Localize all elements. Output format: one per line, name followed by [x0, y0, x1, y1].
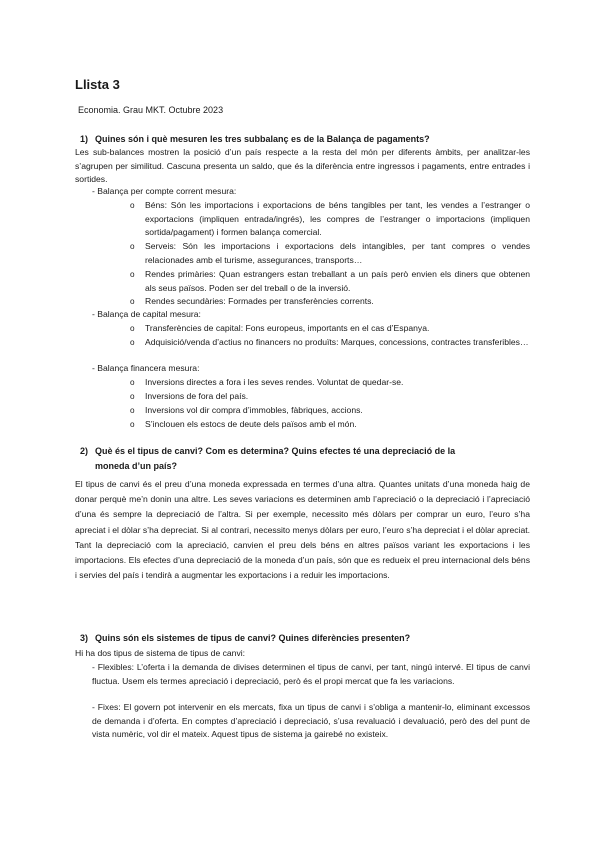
group-3-heading: - Balança financera mesura:: [92, 363, 200, 373]
group-1-item-4: Rendes secundàries: Formades per transferències corrents.: [145, 296, 374, 306]
question-3-text: Quins són els sistemes de tipus de canvi? Quines diferències presenten?: [95, 633, 411, 643]
bullet-icon: o: [130, 324, 135, 333]
bullet-icon: o: [130, 242, 135, 251]
group-1-item-1: Béns: Són les importacions i exportacions de béns tangibles per tant, les vendes a l’estranger o exportacions (impliquen entrada/ingrés), les compres de l’estranger o importacions (impliquen sortida/pagament) i formen balança comercial.: [145, 200, 530, 238]
question-3-item-1: - Flexibles: L’oferta i la demanda de divises determinen el tipus de canvi, per tant, ningú intervé. El tipus de canvi fluctua. Usem els termes apreciació i depreciació, però és el propi mercat que fa les variacions.: [92, 662, 530, 686]
bullet-icon: o: [130, 201, 135, 210]
question-1-text: Quines són i què mesuren les tres subbalanç es de la Balança de pagaments?: [95, 134, 430, 144]
page-subtitle: Economia. Grau MKT. Octubre 2023: [78, 105, 224, 115]
group-3-item-2: Inversions de fora del país.: [145, 391, 249, 401]
bullet-icon: o: [130, 338, 135, 347]
question-3-number: 3): [80, 633, 89, 643]
bullet-icon: o: [130, 392, 135, 401]
bullet-icon: o: [130, 270, 135, 279]
question-3-item-2: - Fixes: El govern pot intervenir en els mercats, fixa un tipus de canvi i s’obliga a mantenir-lo, eliminant excessos de demanda i d’oferta. En comptes d’apreciació i depreciació, s’usa revaluació i devaluació, però des del punt de vista numèric, vol dir el mateix. Aquest tipus de sistema ja gairebé no existeix.: [92, 702, 530, 740]
bullet-icon: o: [130, 297, 135, 306]
bullet-icon: o: [130, 378, 135, 387]
question-2-text-line2: moneda d’un país?: [95, 461, 178, 471]
question-2-text-line1: Què és el tipus de canvi? Com es determina? Quins efectes té una depreciació de la: [95, 446, 456, 456]
group-3-item-4: S’inclouen els estocs de deute dels països amb el món.: [145, 419, 357, 429]
group-2-item-2: Adquisició/venda d’actius no financers no produïts: Marques, concessions, contractes transferibles…: [145, 337, 529, 347]
group-1-item-3: Rendes primàries: Quan estrangers estan treballant a un país però envien els diners que obtenen als seus països. Poden ser del treball o de la inversió.: [145, 269, 530, 293]
group-1-item-2: Serveis: Són les importacions i exportacions dels intangibles, per tant compres o vendes relacionades amb el turisme, assegurances, transports…: [145, 241, 530, 265]
question-1-number: 1): [80, 134, 89, 144]
question-2-number: 2): [80, 446, 89, 456]
bullet-icon: o: [130, 420, 135, 429]
group-1-heading: - Balança per compte corrent mesura:: [92, 186, 237, 196]
question-2-answer: El tipus de canvi és el preu d’una moneda expressada en termes d’una altra. Quantes unitats d’una moneda haig de donar perquè me’n donin una altre. Les seves variacions es determinen amb l’apreciació o la depreciació i l’apreciació d’una és sempre la depreciació de l’altra. Si per exemple, necessito més dòlars per comprar un euro, l’euro s’ha apreciat i el dòlar s’ha depreciat. Si al contrari, necessito menys dòlars per euro, l’euro s’ha depreciat i el dòlar apreciat. Tant la depreciació com la apreciació, canvien el preu dels béns en altres països variant les exportacions i les importacions. Els efectes d’una depreciació de la moneda d’un país, són que es redueix el preu internacional dels béns i servies del país i tendirà a augmentar les exportacions i a reduir les importacions.: [75, 479, 530, 581]
group-3-item-1: Inversions directes a fora i les seves rendes. Voluntat de quedar-se.: [145, 377, 404, 387]
group-2-heading: - Balança de capital mesura:: [92, 309, 201, 319]
question-1-intro: Les sub-balances mostren la posició d’un país respecte a la resta del món per diferents àmbits, per analitzar-les s’agrupen per similitud. Cascuna presenta un saldo, que és la diferència entre ingressos i pagaments, entre entrades i sortides.: [75, 147, 530, 185]
question-3-intro: Hi ha dos tipus de sistema de tipus de canvi:: [75, 648, 246, 658]
group-2-item-1: Transferències de capital: Fons europeus, importants en el cas d’Espanya.: [145, 323, 430, 333]
group-3-item-3: Inversions vol dir compra d’immobles, fàbriques, accions.: [145, 405, 363, 415]
bullet-icon: o: [130, 406, 135, 415]
page-title: Llista 3: [75, 77, 120, 92]
